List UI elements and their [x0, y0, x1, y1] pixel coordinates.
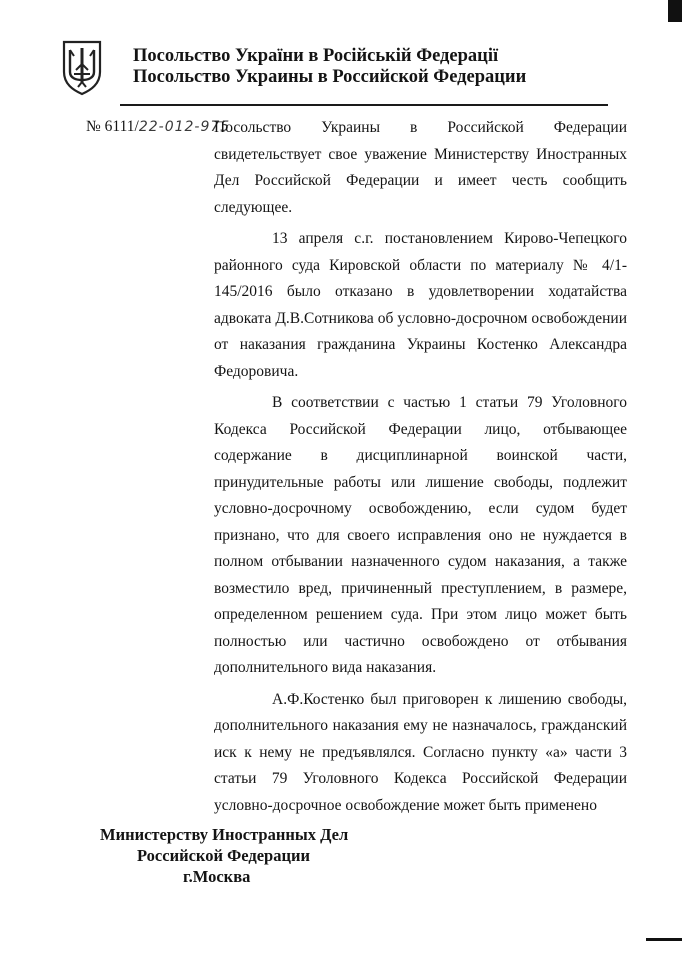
addressee-line-3: г.Москва [183, 867, 251, 886]
document-number [86, 118, 230, 136]
scan-footer-mark [646, 938, 682, 941]
addressee-line-2: Российской Федерации [137, 846, 310, 865]
addressee-line-1: Министерству Иностранных Дел [100, 825, 349, 844]
scan-corner-mark [668, 0, 682, 22]
ukraine-trident-emblem-icon [58, 38, 106, 96]
document-number-handwritten: 22-012-975 [138, 119, 231, 135]
document-number-printed: № 6111/ [86, 118, 139, 135]
letter-body [214, 115, 627, 819]
addressee-block [100, 824, 348, 887]
letterhead-divider [120, 104, 608, 106]
letterhead-line-russian: Посольство Украины в Российской Федерации [133, 67, 527, 87]
letterhead-line-ukrainian: Посольство України в Російській Федерації [133, 46, 499, 66]
letterhead [133, 46, 526, 88]
paragraph-2: 13 апреля с.г. постановлением Кирово-Чепецкого районного суда Кировской области по материалу № 4/1-145/2016 было отказано в удовлетворении ходатайства адвоката Д.В.Сотникова об условно-досрочном освобождении от наказания гражданина Украины Костенко Александра Федоровича. [214, 230, 627, 380]
paragraph-1: Посольство Украины в Российской Федерации свидетельствует свое уважение Министерству Иностранных Дел Российской Федерации и имеет честь сообщить следующее. [214, 119, 627, 216]
paragraph-3: В соответствии с частью 1 статьи 79 Уголовного Кодекса Российской Федерации лицо, отбывающее содержание в дисциплинарной воинской части, принудительные работы или лишение свободы, подлежит условно-досрочному освобождению, если судом будет признано, что для своего исправления оно не нуждается в полном отбывании назначенного судом наказания, а также возместило вред, причиненный преступлением, в размере, определенном решением суда. При этом лицо может быть полностью или частично освобождено от отбывания дополнительного вида наказания. [214, 394, 627, 676]
paragraph-4: А.Ф.Костенко был приговорен к лишению свободы, дополнительного наказания ему не назначалось, гражданский иск к нему не предъявлялся. Согласно пункту «а» части 3 статьи 79 Уголовного Кодекса Российской Федерации условно-досрочное освобождение может быть применено [214, 690, 627, 814]
